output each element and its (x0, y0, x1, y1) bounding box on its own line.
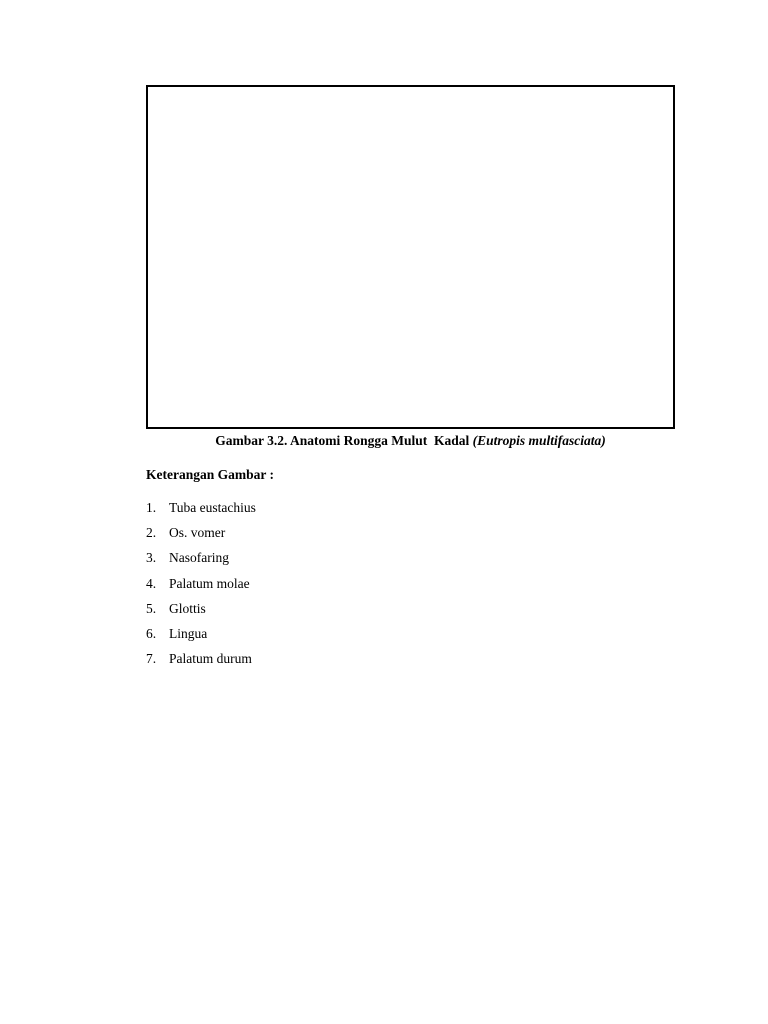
legend-item-label: Palatum molae (169, 575, 250, 591)
legend-item (146, 650, 256, 675)
caption-latin-name: (Eutropis multifasciata) (472, 433, 606, 448)
legend-item-number: 7. (146, 651, 157, 667)
legend-list (146, 499, 256, 675)
legend-item-number: 4. (146, 575, 157, 591)
legend-item-number: 5. (146, 600, 157, 616)
legend-item-number: 1. (146, 500, 157, 515)
caption-main: Gambar 3.2. Anatomi Rongga Mulut (215, 433, 428, 448)
legend-item (146, 499, 256, 524)
legend-item-label: Tuba eustachius (169, 500, 256, 515)
figure-caption (146, 432, 675, 450)
legend-item-label: Lingua (169, 625, 208, 641)
legend-item-label: Palatum durum (169, 651, 252, 667)
legend-item (146, 575, 256, 600)
legend-item-number: 6. (146, 625, 157, 641)
figure-frame (146, 85, 675, 429)
legend-item (146, 524, 256, 549)
legend-heading: Keterangan Gambar : (146, 467, 274, 482)
legend-item-number: 3. (146, 550, 157, 566)
legend-item (146, 625, 256, 650)
legend-item-label: Glottis (169, 600, 206, 616)
caption-subject: Kadal (433, 433, 470, 448)
legend-item-label: Nasofaring (169, 550, 229, 566)
legend-item-number: 2. (146, 525, 157, 541)
legend-item (146, 549, 256, 574)
legend-item-label: Os. vomer (169, 525, 226, 541)
legend-item (146, 600, 256, 625)
